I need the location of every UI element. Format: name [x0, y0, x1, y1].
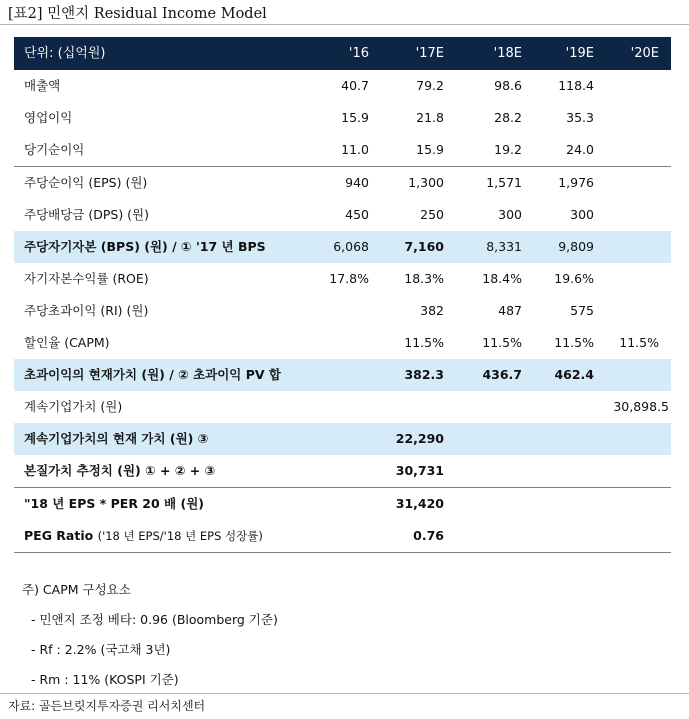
- row-discount-rate: [14, 327, 671, 359]
- row-bps: [14, 231, 671, 263]
- value-2016: 40.7: [341, 78, 369, 93]
- value-2020e: [594, 102, 659, 134]
- row-intrinsic-value: [14, 455, 671, 488]
- row-revenue: [14, 70, 671, 102]
- value-2018e: [444, 423, 522, 455]
- notes-heading: 주) CAPM 구성요소: [22, 582, 131, 597]
- row-label: "18 년 EPS * PER 20 배 (원): [24, 496, 204, 511]
- value-2020e: [594, 231, 659, 263]
- header-year-2017e: '17E: [415, 46, 444, 61]
- row-per-valuation: [14, 488, 671, 520]
- value-2017e: 30,731: [395, 463, 444, 478]
- value-2018e: [444, 391, 522, 423]
- row-terminal-pv: [14, 423, 671, 455]
- value-2018e: [444, 455, 522, 487]
- row-peg-ratio: [14, 520, 671, 553]
- row-label: [24, 520, 263, 552]
- row-label: 계속기업가치의 현재 가치 (원) ③: [24, 431, 209, 446]
- row-label: 당기순이익: [24, 142, 85, 157]
- value-2019e: [522, 455, 594, 487]
- row-label: 계속기업가치 (원): [24, 399, 123, 414]
- value-2020e: [594, 263, 659, 295]
- value-2019e: 35.3: [566, 110, 594, 125]
- value-2018e: 19.2: [494, 142, 522, 157]
- value-2020e: [594, 295, 659, 327]
- source-divider: [0, 693, 689, 694]
- row-label: 주당순이익 (EPS) (원): [24, 175, 148, 190]
- row-label: 영업이익: [24, 110, 73, 125]
- header-unit-label: 단위: (십억원): [24, 46, 106, 61]
- header-year-2020e: '20E: [630, 46, 659, 61]
- value-2018e: 300: [498, 207, 522, 222]
- source-note: 자료: 골든브릿지투자증권 리서치센터: [8, 699, 206, 713]
- value-2016: 940: [345, 175, 369, 190]
- value-2016: [274, 423, 369, 455]
- peg-label-suffix: ('18 년 EPS/'18 년 EPS 성장률): [97, 529, 263, 543]
- residual-income-table: [14, 37, 671, 553]
- note-item: - Rf : 2.2% (국고채 3년): [31, 642, 171, 657]
- row-label: 자기자본수익률 (ROE): [24, 271, 149, 286]
- value-2020e: [594, 199, 659, 231]
- row-eps: [14, 167, 671, 199]
- value-2019e: 1,976: [558, 175, 594, 190]
- value-2018e: 98.6: [494, 78, 522, 93]
- value-2020e: [594, 455, 659, 487]
- title-divider: [0, 24, 689, 25]
- value-2019e: 118.4: [558, 78, 594, 93]
- value-2016: [274, 327, 369, 359]
- value-2020e: [594, 423, 659, 455]
- row-terminal-value: [14, 391, 671, 423]
- value-2019e: 462.4: [554, 367, 594, 382]
- value-2018e: [444, 488, 522, 520]
- value-2019e: 300: [570, 207, 594, 222]
- row-label: 주당초과이익 (RI) (원): [24, 303, 149, 318]
- value-2017e: 21.8: [416, 110, 444, 125]
- value-2017e: [369, 391, 444, 423]
- note-item: - Rm : 11% (KOSPI 기준): [31, 672, 179, 687]
- note-item: - 민앤지 조정 베타: 0.96 (Bloomberg 기준): [31, 612, 278, 627]
- value-2016: [274, 488, 369, 520]
- value-2016: [274, 359, 369, 391]
- value-2016: 11.0: [341, 142, 369, 157]
- value-2016: [274, 520, 369, 552]
- row-label: 주당자기자본 (BPS) (원) / ① '17 년 BPS: [24, 239, 266, 254]
- value-2020e: [594, 359, 659, 391]
- header-year-2016: '16: [348, 46, 369, 61]
- value-2016: [274, 391, 369, 423]
- header-year-2019e: '19E: [565, 46, 594, 61]
- value-2016: [274, 455, 369, 487]
- value-2016: 17.8%: [329, 271, 369, 286]
- value-2017e: 15.9: [416, 142, 444, 157]
- value-2017e: 7,160: [404, 239, 444, 254]
- value-2017e: 79.2: [416, 78, 444, 93]
- value-2020e: [594, 134, 659, 166]
- value-2020e: 30,898.5: [613, 399, 669, 414]
- value-2016: 450: [345, 207, 369, 222]
- table-header-row: [14, 37, 671, 70]
- value-2017e: 382: [420, 303, 444, 318]
- value-2017e: 22,290: [395, 431, 444, 446]
- value-2019e: 9,809: [558, 239, 594, 254]
- value-2016: 15.9: [341, 110, 369, 125]
- value-2017e: 18.3%: [404, 271, 444, 286]
- row-operating-profit: [14, 102, 671, 134]
- value-2019e: 24.0: [566, 142, 594, 157]
- value-2019e: [522, 488, 594, 520]
- value-2016: 6,068: [333, 239, 369, 254]
- value-2019e: 575: [570, 303, 594, 318]
- row-dps: [14, 199, 671, 231]
- header-year-2018e: '18E: [493, 46, 522, 61]
- value-2020e: [594, 520, 659, 552]
- value-2019e: 11.5%: [554, 335, 594, 350]
- peg-label: PEG Ratio: [24, 528, 94, 543]
- value-2019e: [522, 391, 594, 423]
- page-title: [표2] 민앤지 Residual Income Model: [8, 6, 267, 22]
- value-2020e: [594, 488, 659, 520]
- value-2017e: 31,420: [395, 496, 444, 511]
- capm-notes: [22, 575, 278, 695]
- row-roe: [14, 263, 671, 295]
- value-2018e: 18.4%: [482, 271, 522, 286]
- value-2018e: 8,331: [486, 239, 522, 254]
- value-2018e: 28.2: [494, 110, 522, 125]
- value-2020e: 11.5%: [619, 335, 659, 350]
- value-2017e: 11.5%: [404, 335, 444, 350]
- value-2017e: 250: [420, 207, 444, 222]
- value-2019e: 19.6%: [554, 271, 594, 286]
- row-ri-present-value: [14, 359, 671, 391]
- value-2016: [274, 295, 369, 327]
- row-label: 초과이익의 현재가치 (원) / ② 초과이익 PV 합: [24, 367, 281, 382]
- value-2020e: [594, 167, 659, 199]
- row-label: 주당배당금 (DPS) (원): [24, 207, 150, 222]
- value-2018e: [444, 520, 522, 552]
- row-label: 매출액: [24, 78, 61, 93]
- row-net-income: [14, 134, 671, 167]
- value-2017e: 0.76: [413, 528, 444, 543]
- value-2018e: 11.5%: [482, 335, 522, 350]
- value-2018e: 1,571: [486, 175, 522, 190]
- value-2017e: 1,300: [408, 175, 444, 190]
- value-2018e: 436.7: [482, 367, 522, 382]
- value-2019e: [522, 423, 594, 455]
- row-residual-income: [14, 295, 671, 327]
- value-2019e: [522, 520, 594, 552]
- value-2017e: 382.3: [404, 367, 444, 382]
- value-2020e: [594, 70, 659, 102]
- row-label: 할인율 (CAPM): [24, 335, 110, 350]
- value-2018e: 487: [498, 303, 522, 318]
- row-label: 본질가치 추정치 (원) ① + ② + ③: [24, 463, 216, 478]
